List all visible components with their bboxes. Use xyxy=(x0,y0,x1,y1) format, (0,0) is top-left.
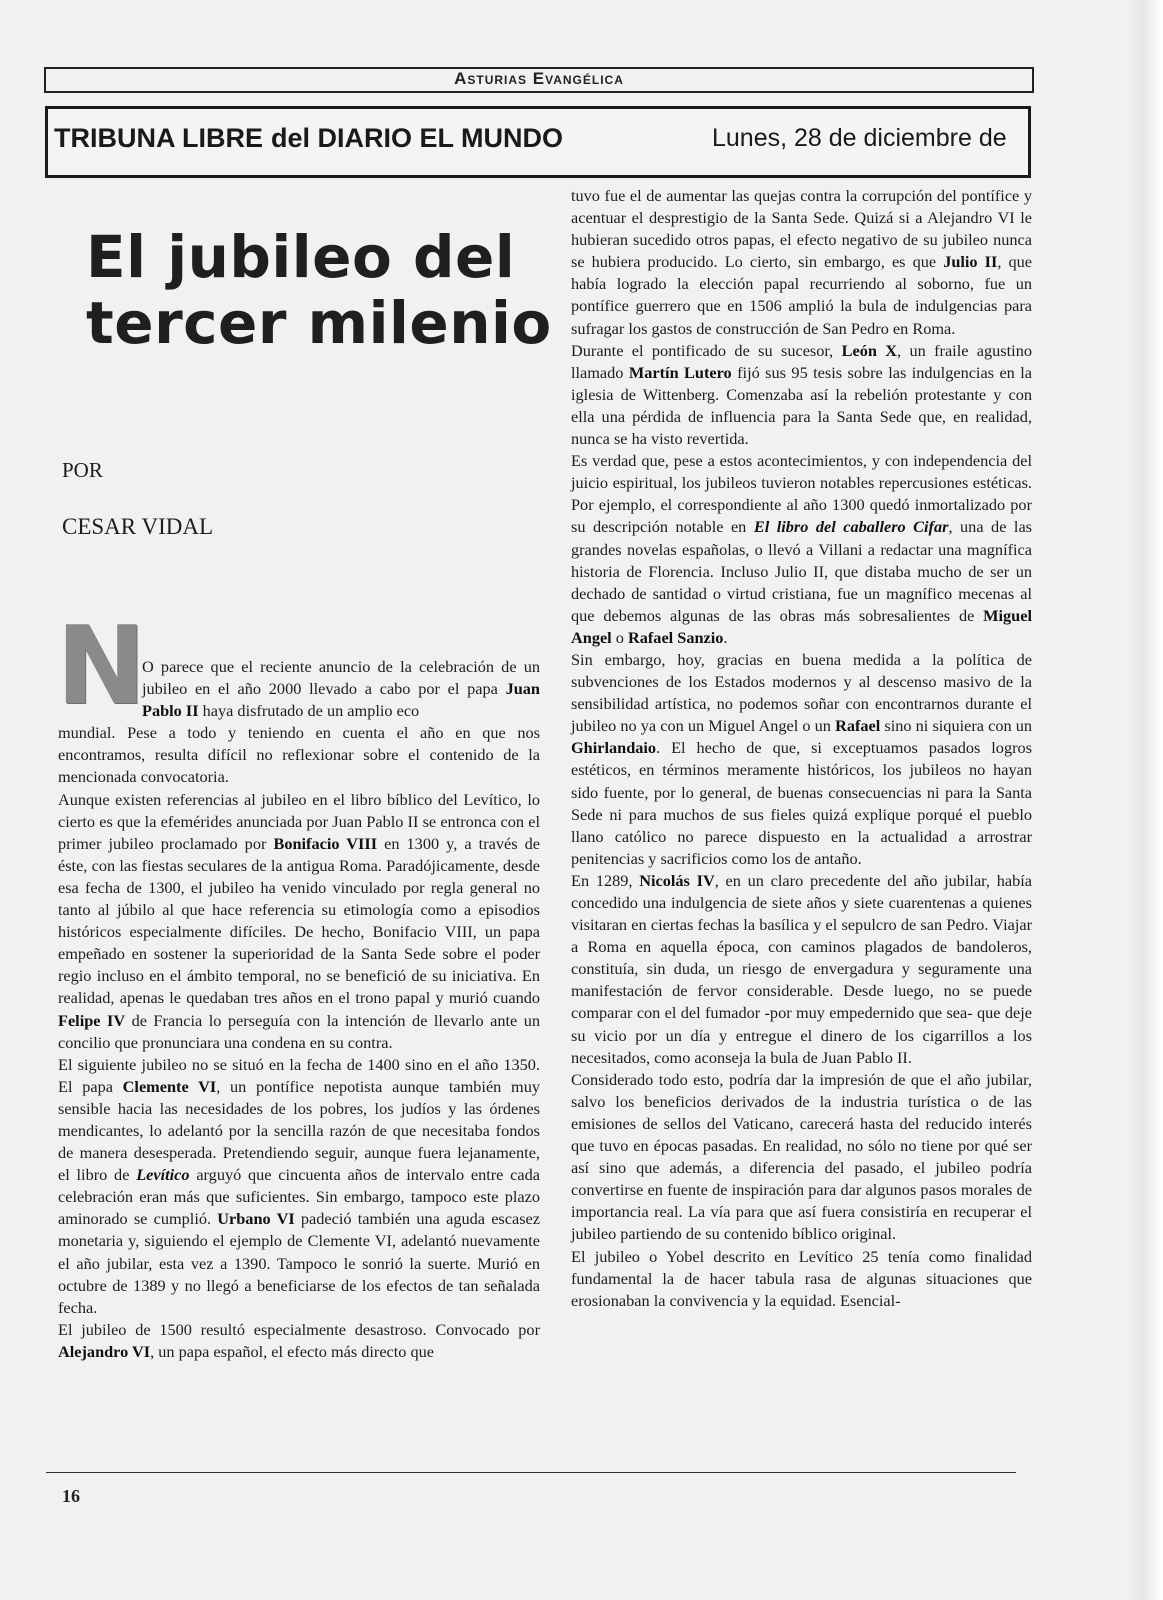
section-banner xyxy=(45,106,1031,178)
paragraph: Aunque existen referencias al jubileo en el libro bíblico del Levítico, lo cierto es que la efemérides anunciada por Juan Pablo II se entronca con el primer jubileo proclamado por Bonifacio VIII en 1300 y, a través de éste, con las fiestas seculares de la antigua Roma. Paradójicamente, desde esa fecha de 1300, el jubileo ha venido vinculado por regla general no tanto al júbilo al que hace referencia su etimología como a episodios históricos especialmente difíciles. De hecho, Bonifacio VIII, un papa empeñado en sostener la superioridad de la Santa Sede sobre el poder regio incluso en el ámbito temporal, no se benefició de su iniciativa. En realidad, apenas le quedaban tres años en el trono papal y murió cuando Felipe IV de Francia lo perseguía con la intención de llevarlo ante un concilio que pronunciara una condena en su contra. xyxy=(58,789,541,1052)
masthead-title: Asturias Evangélica xyxy=(454,69,624,88)
paragraph: El siguiente jubileo no se situó en la fecha de 1400 sino en el año 1350. El papa Clemente VI, un pontífice nepotista aunque también muy sensible hacia las necesidades de los pobres, los judíos y las órdenes mendicantes, lo adelantó por la sencilla razón de que necesitaba fondos de manera desesperada. Pretendiendo seguir, aunque fuera lejanamente, el libro de Levítico arguyó que cincuenta años de intervalo entre cada celebración eran más que suficientes. Sin embargo, tampoco este plazo aminorado se cumplió. Urbano VI padeció también una aguda escasez monetaria y, siguiendo el ejemplo de Clemente VI, adelantó nuevamente el año jubilar, esta vez a 1390. Tampoco le sonrió la suerte. Murió en octubre de 1389 y no llegó a beneficiarse de los efectos de tan señalada fecha. xyxy=(58,1054,541,1317)
article-title xyxy=(86,223,552,357)
banner-left xyxy=(54,122,563,154)
paragraph: Sin embargo, hoy, gracias en buena medida a la política de subvenciones de los Estados modernos y al descenso masivo de la sensibilidad artística, no podemos soñar con encontrarnos durante el jubileo no ya con un Miguel Angel o un Rafael sino ni siquiera con un Ghirlandaio. El hecho de que, si exceptuamos pasados logros estéticos, en términos meramente históricos, los jubileos no hayan sido fuente, por lo general, de buenas consecuencias ni para la Santa Sede ni para muchos de sus fieles quizá explique porqué el pueblo llano católico no parece dispuesto en la actualidad a arrostrar penitencias y sacrificios como los de antaño. xyxy=(571,649,1032,868)
article-column-right xyxy=(571,185,1032,1312)
paragraph: Es verdad que, pese a estos acontecimientos, y con independencia del juicio espiritual, los jubileos tuvieron notables repercusiones estéticas. Por ejemplo, el correspondiente al año 1300 quedó inmortalizado por su descripción notable en El libro del caballero Cifar, una de las grandes novelas españolas, o llevó a Villani a redactar una magnífica historia de Florencia. Incluso Julio II, que distaba mucho de ser un dechado de santidad o virtud cristiana, fue un magnífico mecenas al que debemos algunas de las obras más sobresalientes de Miguel Angel o Rafael Sanzio. xyxy=(571,451,1033,647)
paragraph: tuvo fue el de aumentar las quejas contra la corrupción del pontífice y acentuar el desprestigio de la Santa Sede. Quizá si a Alejandro VI le hubieran sucedido otros papas, el efecto negativo de su jubileo nunca se hubiera producido. Lo cierto, sin embargo, es que Julio II, que había logrado la elección papal recurriendo al soborno, fue un pontífice guerrero que en 1506 amplió la bula de indulgencias para sufragar los gastos de construcción de San Pedro en Roma. xyxy=(571,186,1032,338)
paragraph: El jubileo de 1500 resultó especialmente desastroso. Convocado por Alejandro VI, un papa español, el efecto más directo que xyxy=(58,1319,540,1361)
paragraph: Durante el pontificado de su sucesor, León X, un fraile agustino llamado Martín Lutero fijó sus 95 tesis sobre las indulgencias en la iglesia de Wittenberg. Comenzaba así la rebelión protestante y con ella una pérdida de influencia para la Santa Sede que, en realidad, nunca se ha visto revertida. xyxy=(571,340,1033,449)
section-label: TRIBUNA LIBRE xyxy=(54,123,263,153)
page-edge-shadow xyxy=(1128,0,1163,1600)
page-number: 16 xyxy=(62,1486,80,1506)
newspaper-name: del DIARIO EL MUNDO xyxy=(271,123,564,153)
article-column-left xyxy=(58,656,540,1363)
title-line-2: tercer milenio xyxy=(86,289,552,357)
banner-date: Lunes, 28 de diciembre de xyxy=(712,124,1007,152)
drop-cap: N xyxy=(56,604,147,729)
masthead xyxy=(44,67,1034,93)
byline-author: CESAR VIDAL xyxy=(62,514,214,539)
paragraph: mundial. Pese a todo y teniendo en cuenta el año en que nos encontramos, resulta difícil no reflexionar sobre el contenido de la mencionada convocatoria. xyxy=(58,723,540,787)
paragraph: En 1289, Nicolás IV, en un claro precedente del año jubilar, había concedido una indulgencia de siete años y siete cuarentenas a quienes visitaran en ciertas fechas la basílica y el sepulcro de san Pedro. Viajar a Roma en aquella época, con caminos plagados de bandoleros, constituía, sin duda, un riesgo de envergadura y seguramente una manifestación de fervor considerable. Desde luego, no se puede comparar con el del fumador -por muy empedernido que sea- que deje su vicio por un día y entregue el dinero de los cigarrillos a los necesitados, como aconseja la bula de Juan Pablo II. xyxy=(571,870,1033,1067)
title-line-1: El jubileo del xyxy=(86,223,516,291)
paragraph: O parece que el reciente anuncio de la celebración de un jubileo en el año 2000 llevado a cabo por el papa Juan Pablo II haya disfrutado de un amplio eco xyxy=(142,657,540,721)
byline-label: POR xyxy=(62,458,103,482)
paragraph: Considerado todo esto, podría dar la impresión de que el año jubilar, salvo los beneficios derivados de la industria turística o de las emisiones de sellos del Vaticano, carecerá hasta del reducido interés que tuvo en épocas pasadas. En realidad, no sólo no tiene por qué ser así sino que además, a diferencia del pasado, el jubileo podría convertirse en fuente de inspiración para dar algunos pasos morales de importancia real. La vía para que así fuera consistiría en recuperar el jubileo partiendo de su contenido bíblico original. xyxy=(571,1069,1032,1244)
footer-rule xyxy=(46,1472,1016,1473)
paragraph: El jubileo o Yobel descrito en Levítico 25 tenía como finalidad fundamental la de hacer tabula rasa de algunas situaciones que erosionaban la convivencia y la equidad. Esencial- xyxy=(571,1246,1032,1310)
